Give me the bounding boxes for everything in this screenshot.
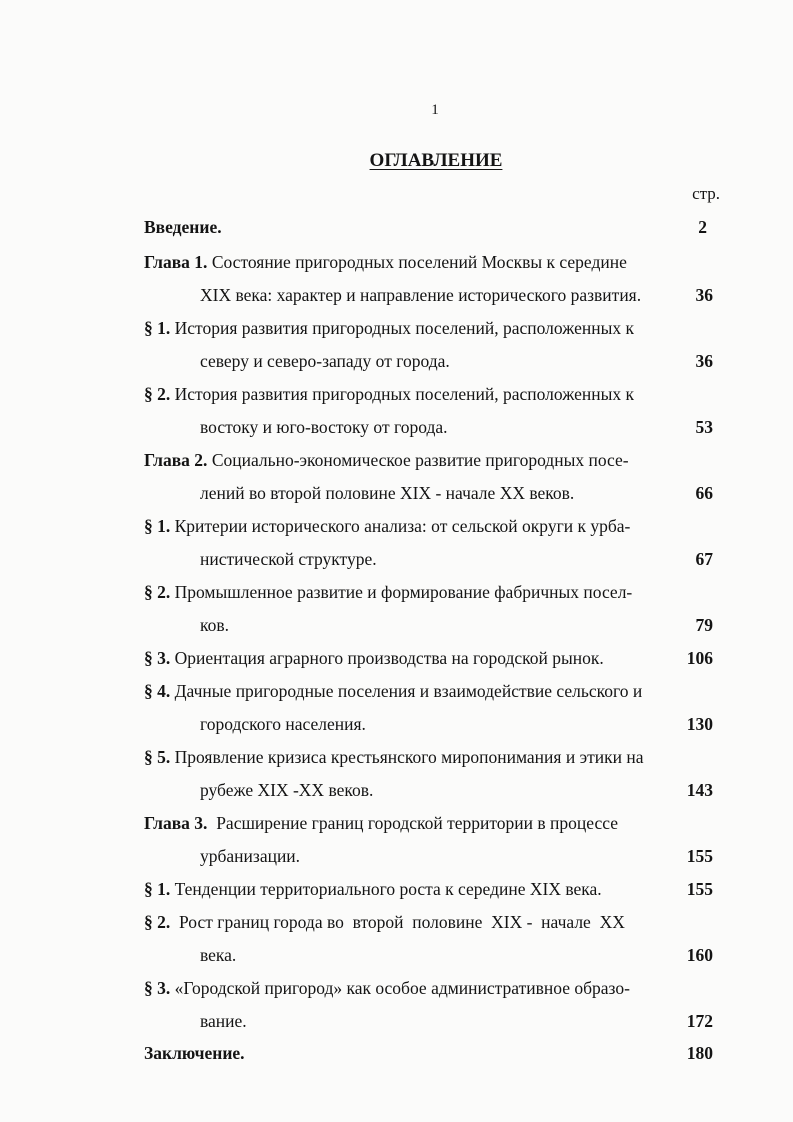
entry-text-line: рубеже XIX -XX веков. [200, 780, 374, 800]
entry-text-line: Дачные пригородные поселения и взаимодействие сельского и [174, 681, 643, 701]
entry-label: § 1. [144, 318, 171, 338]
entry-text-line: лений во второй половине XIX - начале XX веков. [200, 483, 575, 503]
entry-page: 53 [695, 417, 713, 437]
toc-entry-section [0, 873, 793, 906]
entry-text-line: Критерии исторического анализа: от сельской округи к урба- [174, 516, 631, 536]
entry-page: 2 [698, 217, 707, 237]
toc-entry-chapter-2 [0, 444, 793, 510]
entry-text-line: Проявление кризиса крестьянского миропонимания и этики на [174, 747, 644, 767]
entry-text-line: Ориентация аграрного производства на городской рынок. [174, 648, 604, 668]
toc-entry-section [0, 510, 793, 576]
toc-entry-chapter-3 [0, 807, 793, 873]
entry-text-line: Рост границ города во второй половине XIX - начале XX [179, 912, 625, 932]
entry-page: 106 [686, 648, 713, 668]
entry-label: Глава 1. [144, 252, 208, 272]
entry-text-line: Промышленное развитие и формирование фабричных посел- [174, 582, 633, 602]
toc-entry-conclusion [0, 1037, 793, 1070]
entry-text-line: История развития пригородных поселений, расположенных к [174, 384, 634, 404]
entry-text-line: века. [200, 945, 237, 965]
entry-label: § 5. [144, 747, 171, 767]
entry-page: 130 [686, 714, 713, 734]
toc-entry-section [0, 378, 793, 444]
toc-entry-section [0, 972, 793, 1038]
entry-text-line: городского населения. [200, 714, 366, 734]
entry-page: 36 [695, 285, 713, 305]
toc-entry-section [0, 642, 793, 675]
entry-text-line: вание. [200, 1011, 247, 1031]
entry-text-line: «Городской пригород» как особое административное образо- [174, 978, 630, 998]
entry-page: 180 [686, 1043, 713, 1063]
entry-page: 79 [695, 615, 713, 635]
entry-text-line: урбанизации. [200, 846, 301, 866]
entry-text-line: Состояние пригородных поселений Москвы к середине [211, 252, 627, 272]
toc-title: ОГЛАВЛЕНИЕ [369, 150, 503, 171]
entry-label: § 4. [144, 681, 171, 701]
entry-text-line: востоку и юго-востоку от города. [200, 417, 448, 437]
entry-page: 160 [686, 945, 713, 965]
entry-label: Заключение. [144, 1043, 245, 1063]
toc-entry-chapter-1 [0, 246, 793, 312]
entry-page: 155 [686, 879, 713, 899]
page-column-label: стр. [692, 184, 720, 203]
entry-label: Глава 2. [144, 450, 208, 470]
entry-page: 36 [695, 351, 713, 371]
entry-page: 66 [695, 483, 713, 503]
entry-label: § 2. [144, 582, 171, 602]
entry-page: 67 [695, 549, 713, 569]
entry-label: § 2. [144, 384, 171, 404]
toc-entry-section [0, 312, 793, 378]
entry-label: Глава 3. [144, 813, 208, 833]
entry-text-line: северу и северо-западу от города. [200, 351, 450, 371]
entry-page: 172 [686, 1011, 713, 1031]
toc-entry-section [0, 675, 793, 741]
entry-label: § 3. [144, 648, 171, 668]
page-number: 1 [431, 102, 439, 118]
entry-label: § 1. [144, 516, 171, 536]
entry-text-line: История развития пригородных поселений, расположенных к [174, 318, 634, 338]
entry-label: § 1. [144, 879, 171, 899]
toc-entry-section [0, 741, 793, 807]
toc-entry-introduction [0, 211, 793, 244]
entry-page: 155 [686, 846, 713, 866]
entry-text-line: Тенденции территориального роста к середине XIX века. [174, 879, 602, 899]
entry-label: § 3. [144, 978, 171, 998]
entry-text-line: Расширение границ городской территории в процессе [216, 813, 619, 833]
toc-entry-section [0, 906, 793, 972]
entry-page: 143 [686, 780, 713, 800]
entry-text-line: ков. [200, 615, 230, 635]
entry-label: § 2. [144, 912, 171, 932]
entry-label: Введение. [144, 217, 222, 237]
entry-text-line: Социально-экономическое развитие пригородных посе- [211, 450, 629, 470]
entry-text-line: нистической структуре. [200, 549, 377, 569]
toc-entry-section [0, 576, 793, 642]
entry-text-line: XIX века: характер и направление исторического развития. [200, 285, 642, 305]
